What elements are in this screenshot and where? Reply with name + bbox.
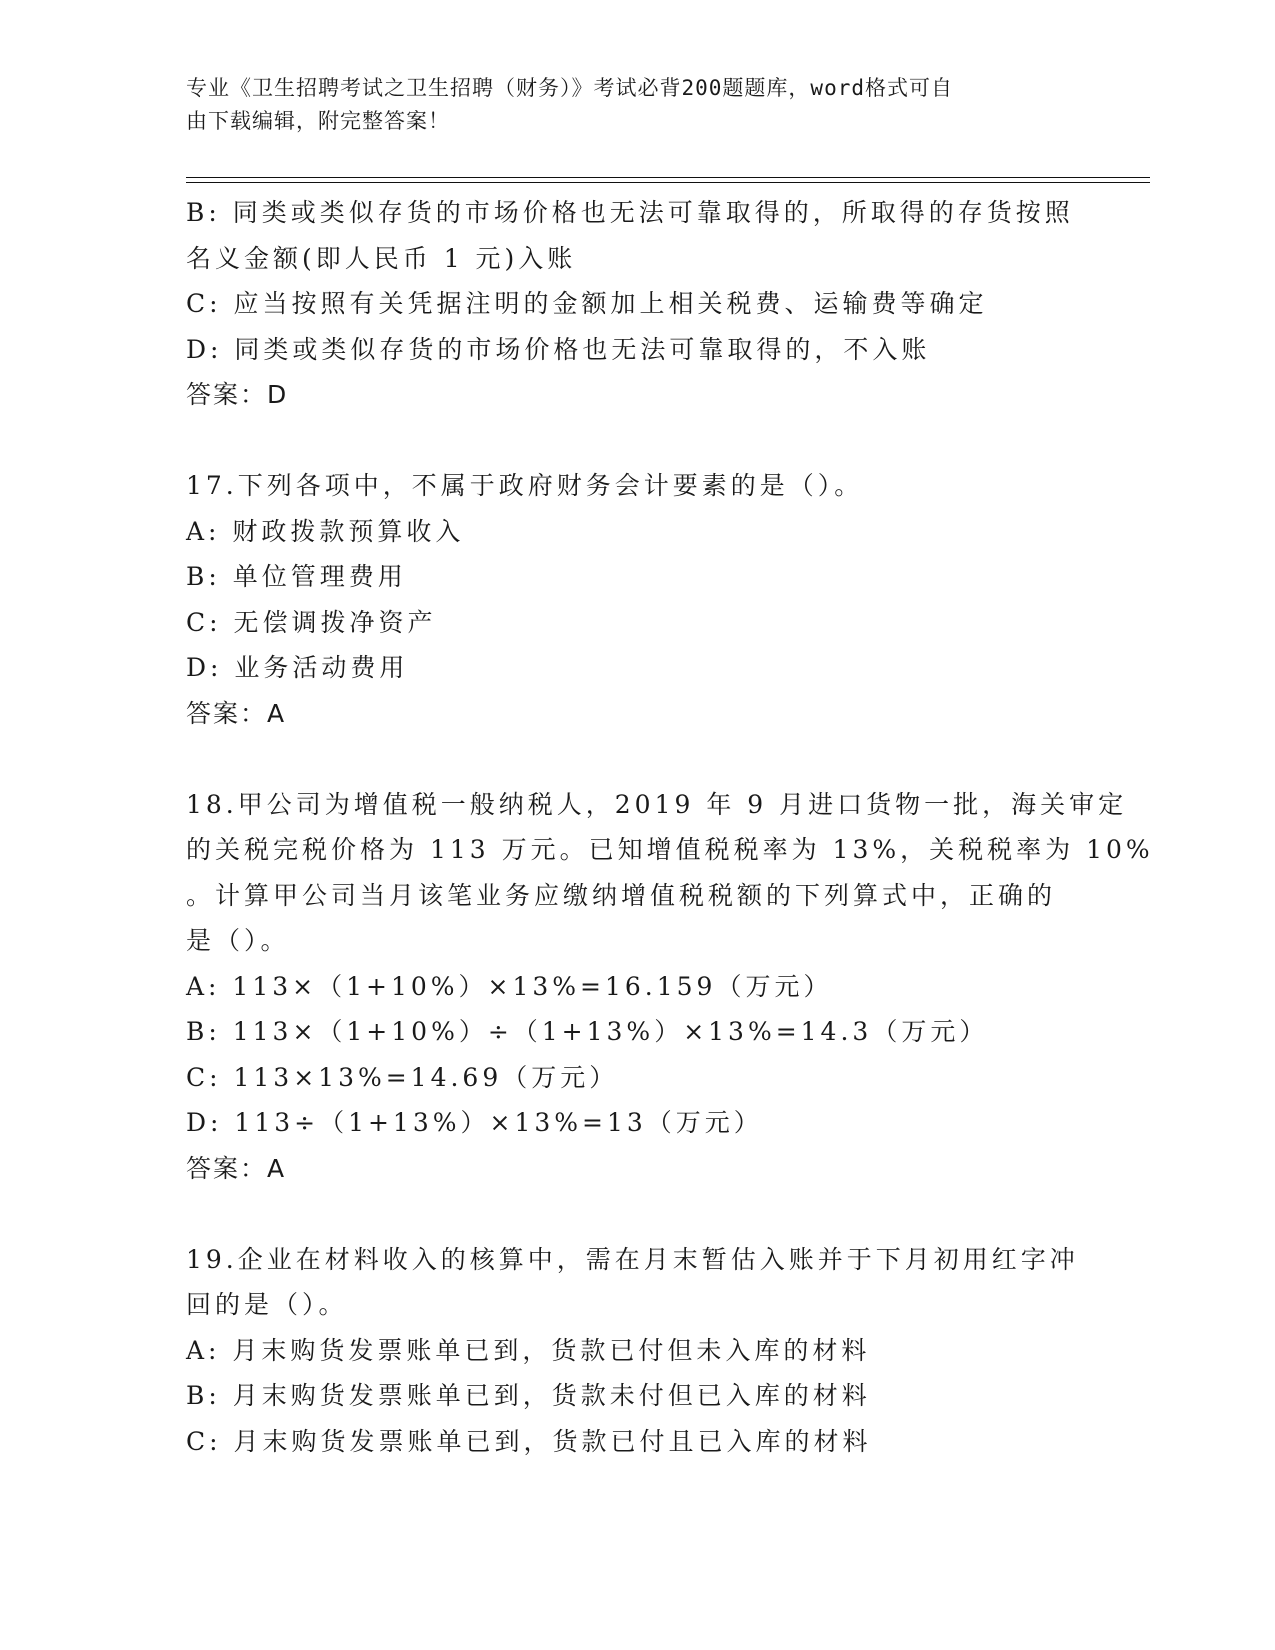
- spacer: [186, 736, 1086, 782]
- option-d: D: 同类或类似存货的市场价格也无法可靠取得的，不入账: [186, 334, 931, 364]
- option-c: C: 月末购货发票账单已到，货款已付且已入库的材料: [186, 1426, 872, 1456]
- question-stem-line-3: 。计算甲公司当月该笔业务应缴纳增值税税额的下列算式中，正确的: [186, 880, 1057, 910]
- option-a: A: 月末购货发票账单已到，货款已付但未入库的材料: [186, 1335, 871, 1365]
- header-line-2: 由下载编辑，附完整答案！: [186, 109, 450, 133]
- option-b-line-1: B: 同类或类似存货的市场价格也无法可靠取得的，所取得的存货按照: [186, 198, 1074, 227]
- answer: 答案：A: [186, 698, 287, 728]
- header-divider-bottom: [186, 182, 1150, 183]
- header-line-1: 专业《卫生招聘考试之卫生招聘（财务）》考试必背200题题库，word格式可自: [186, 76, 953, 100]
- option-b: B: 月末购货发票账单已到，货款未付但已入库的材料: [186, 1381, 871, 1410]
- option-b: B: 单位管理费用: [186, 562, 407, 591]
- option-a: A: 财政拨款预算收入: [186, 516, 465, 546]
- option-c: C: 113×13%=14.69（万元）: [186, 1062, 619, 1092]
- question-17: [186, 463, 1086, 736]
- document-body: [186, 190, 1154, 1464]
- question-stem-line-4: 是（）。: [186, 926, 290, 955]
- option-c: C: 应当按照有关凭据注明的金额加上相关税费、运输费等确定: [186, 289, 988, 318]
- question-stem-line-2: 回的是（）。: [186, 1290, 348, 1319]
- option-a: A: 113×（1+10%）×13%=16.159（万元）: [186, 971, 833, 1001]
- question-18: [186, 782, 1154, 1192]
- document-header: [186, 72, 1066, 138]
- spacer: [186, 1191, 1086, 1237]
- question-stem: 17.下列各项中，不属于政府财务会计要素的是（）。: [186, 471, 864, 500]
- question-stem-line-1: 19.企业在材料收入的核算中，需在月末暂估入账并于下月初用红字冲: [186, 1244, 1079, 1274]
- answer: 答案：D: [186, 380, 289, 409]
- answer: 答案：A: [186, 1153, 287, 1183]
- option-b-line-2: 名义金额(即人民币 1 元)入账: [186, 243, 577, 273]
- question-stem-line-1: 18.甲公司为增值税一般纳税人，2019 年 9 月进口货物一批，海关审定: [186, 789, 1128, 819]
- option-b: B: 113×（1+10%）÷（1+13%）×13%=14.3（万元）: [186, 1017, 989, 1046]
- spacer: [186, 418, 1086, 464]
- header-divider-top: [186, 177, 1150, 178]
- question-stem-line-2: 的关税完税价格为 113 万元。已知增值税税率为 13%，关税税率为 10%: [186, 835, 1154, 864]
- question-19: [186, 1237, 1086, 1465]
- option-d: D: 113÷（1+13%）×13%=13（万元）: [186, 1108, 763, 1137]
- option-d: D: 业务活动费用: [186, 653, 409, 682]
- option-c: C: 无偿调拨净资产: [186, 607, 437, 637]
- previous-question: [186, 190, 1086, 418]
